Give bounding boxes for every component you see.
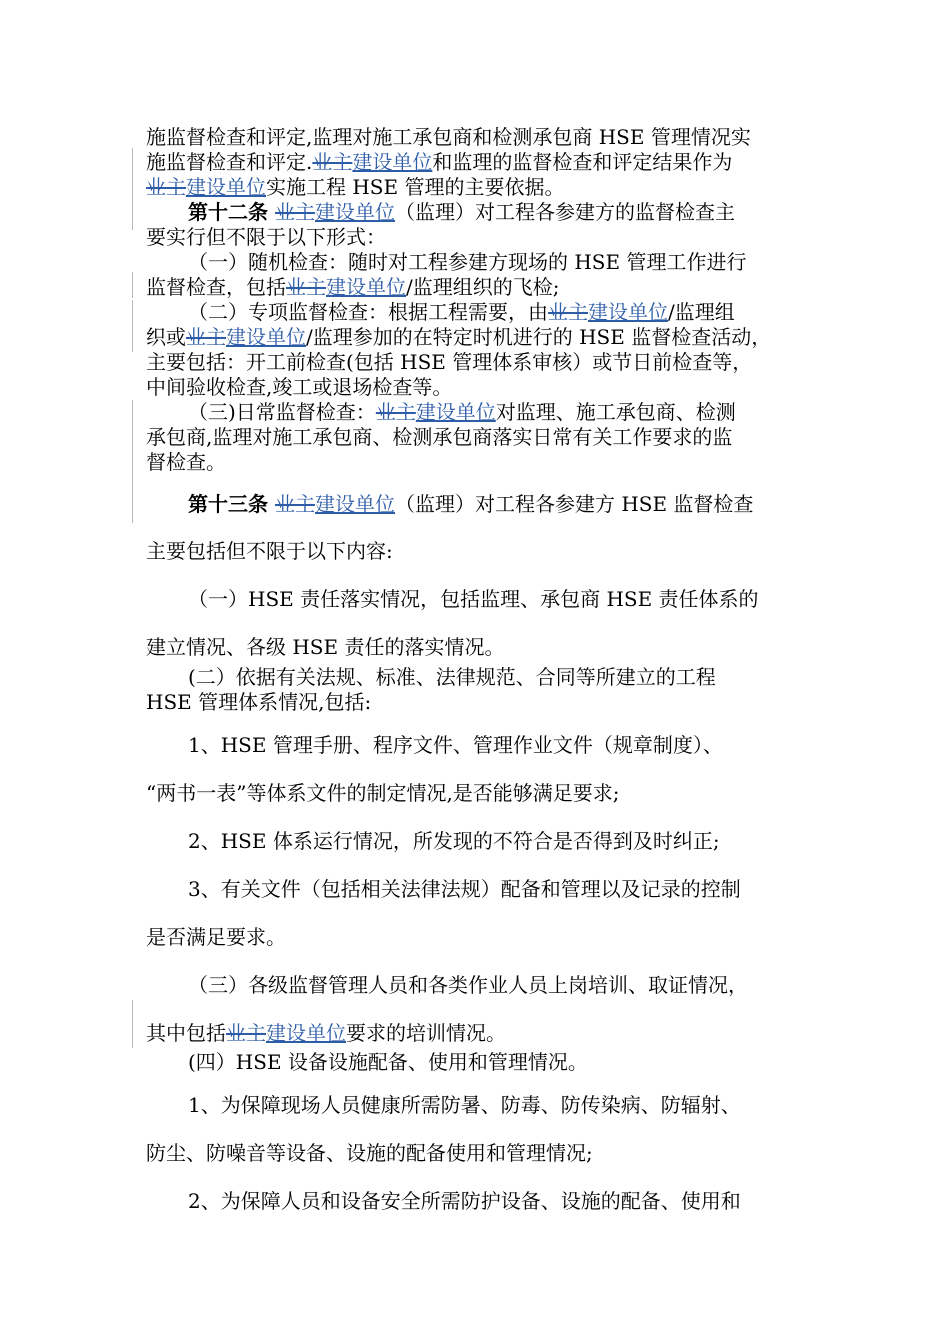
text-run: /监理组	[668, 300, 735, 324]
text-line	[188, 299, 735, 325]
text-line: 2、HSE 体系运行情况，所发现的不符合是否得到及时纠正;	[188, 829, 720, 853]
text-line: 1、为保障现场人员健康所需防暑、防毒、防传染病、防辐射、	[188, 1093, 741, 1117]
text-line: 3、有关文件（包括相关法律法规）配备和管理以及记录的控制	[188, 877, 741, 901]
inserted-text: 建设单位	[588, 300, 668, 324]
text-run: 监督检查，包括	[146, 275, 286, 299]
text-line: (二）依据有关法规、标准、法律规范、合同等所建立的工程	[188, 665, 716, 689]
text-line: 建立情况、各级 HSE 责任的落实情况。	[146, 635, 505, 659]
text-run: /监理组织的飞检;	[406, 275, 560, 299]
text-line: 要实行但不限于以下形式：	[146, 225, 386, 249]
text-line: 中间验收检查,竣工或退场检查等。	[146, 375, 453, 399]
deleted-text: 业主	[274, 200, 315, 224]
text-run: 其中包括	[146, 1021, 226, 1045]
deleted-text: 业主	[286, 275, 326, 299]
text-line	[146, 174, 564, 200]
change-bar	[132, 148, 133, 204]
article-heading: 第十三条	[188, 492, 275, 516]
text-line: HSE 管理体系情况,包括:	[146, 690, 372, 714]
text-run: （监理）对工程各参建方 HSE 监督检查	[394, 492, 754, 516]
deleted-text: 业主	[146, 175, 186, 199]
change-bar	[132, 200, 133, 230]
change-bar	[132, 300, 133, 352]
text-line: 施监督检查和评定,监理对施工承包商和检测承包商 HSE 管理情况实	[146, 125, 751, 149]
inserted-text: 建设单位	[415, 400, 496, 424]
text-run: （监理）对工程各参建方的监督检查主	[394, 200, 735, 224]
inserted-text: 建设单位	[314, 492, 395, 516]
text-line: 是否满足要求。	[146, 925, 286, 949]
text-line: “两书一表”等体系文件的制定情况,是否能够满足要求;	[146, 781, 620, 805]
text-run: 要求的培训情况。	[346, 1021, 506, 1045]
text-run: /监理参加的在特定时机进行的 HSE 监督检查活动，	[306, 325, 772, 349]
text-run: （三)日常监督检查：	[188, 400, 376, 424]
inserted-text: 建设单位	[266, 1021, 346, 1045]
text-line: 2、为保障人员和设备安全所需防护设备、设施的配备、使用和	[188, 1189, 741, 1213]
text-line: 督检查。	[146, 450, 226, 474]
text-run: 和监理的监督检查和评定结果作为	[432, 150, 733, 174]
change-bar	[132, 400, 133, 475]
change-bar	[132, 272, 133, 298]
inserted-text: 建设单位	[186, 175, 266, 199]
text-line: （三）各级监督管理人员和各类作业人员上岗培训、取证情况，	[188, 973, 748, 997]
text-line	[188, 199, 735, 225]
text-line	[146, 324, 771, 350]
text-line	[146, 1020, 506, 1046]
text-line	[188, 491, 753, 517]
deleted-text: 业主	[548, 300, 588, 324]
text-line: 1、HSE 管理手册、程序文件、管理作业文件（规章制度）、	[188, 733, 723, 757]
deleted-text: 业主	[375, 400, 416, 424]
article-heading: 第十二条	[188, 200, 275, 224]
text-run: 对监理、施工承包商、检测	[495, 400, 736, 424]
text-line: 防尘、防噪音等设备、设施的配备使用和管理情况;	[146, 1141, 593, 1165]
text-line	[146, 149, 732, 175]
inserted-text: 建设单位	[326, 275, 406, 299]
text-run: 织或	[146, 325, 186, 349]
text-line: (四）HSE 设备设施配备、使用和管理情况。	[188, 1050, 588, 1074]
text-line: 主要包括但不限于以下内容:	[146, 539, 393, 563]
text-line: 承包商,监理对施工承包商、检测承包商落实日常有关工作要求的监	[146, 425, 733, 449]
text-run: 实施工程 HSE 管理的主要依据。	[266, 175, 565, 199]
text-line	[146, 274, 559, 300]
inserted-text: 建设单位	[314, 200, 395, 224]
deleted-text: 业主	[274, 492, 315, 516]
inserted-text: 建设单位	[352, 150, 433, 174]
text-line: （一）随机检查：随时对工程参建方现场的 HSE 管理工作进行	[188, 250, 747, 274]
text-run: 施监督检查和评定.	[146, 150, 313, 174]
deleted-text: 业主	[226, 1021, 266, 1045]
deleted-text: 业主	[186, 325, 226, 349]
inserted-text: 建设单位	[226, 325, 306, 349]
text-line: （一）HSE 责任落实情况，包括监理、承包商 HSE 责任体系的	[188, 587, 759, 611]
change-bar	[132, 1000, 133, 1048]
deleted-text: 业主	[312, 150, 353, 174]
text-run: （二）专项监督检查：根据工程需要，由	[188, 300, 548, 324]
text-line: 主要包括：开工前检查(包括 HSE 管理体系审核）或节日前检查等，	[146, 350, 753, 374]
text-line	[188, 399, 736, 425]
change-bar	[132, 475, 133, 523]
